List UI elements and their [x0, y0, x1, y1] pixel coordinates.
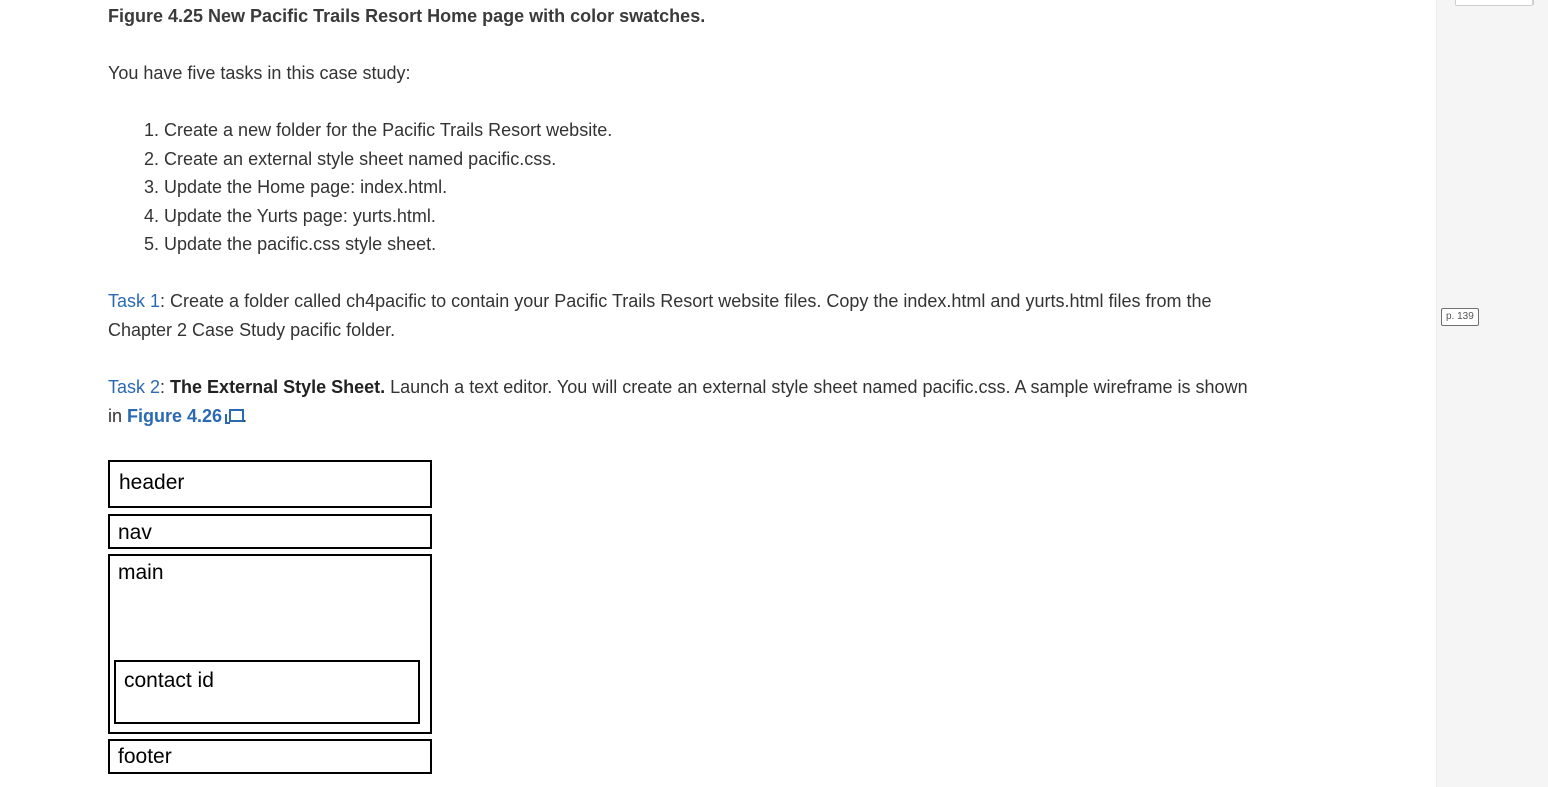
task1-text-line2: Chapter 2 Case Study pacific folder.: [108, 319, 396, 340]
figure-4-26-link[interactable]: [127, 406, 242, 426]
list-item: 4. Update the Yurts page: yurts.html.: [144, 205, 436, 226]
wireframe-header-box: [108, 460, 432, 508]
wireframe-main-label: main: [118, 561, 164, 584]
task1-paragraph: [108, 287, 1212, 344]
figure-caption: Figure 4.25 New Pacific Trails Resort Home page with color swatches.: [108, 6, 706, 26]
task2-text: Launch a text editor. You will create an external style sheet named pacific.css. A sample wireframe is shown: [385, 377, 1248, 397]
toolbar-control[interactable]: [1455, 0, 1533, 6]
task1-label: Task 1: [108, 291, 161, 311]
wireframe-nav-box: [108, 514, 432, 549]
task-list: [144, 116, 612, 259]
intro-text: You have five tasks in this case study:: [108, 63, 411, 83]
task2-label: Task 2: [108, 377, 161, 397]
wireframe-header-label: header: [119, 471, 185, 494]
wireframe-contact-box: [114, 660, 420, 724]
task2-prefix: in: [108, 405, 128, 426]
task2-colon: :: [160, 377, 171, 397]
list-item: 2. Create an external style sheet named pacific.css.: [144, 148, 557, 169]
task2-heading: The External Style Sheet.: [170, 377, 386, 397]
wireframe-footer-box: [108, 739, 432, 774]
wireframe-footer-label: footer: [118, 745, 172, 768]
wireframe-contact-label: contact id: [124, 669, 214, 692]
wireframe-nav-label: nav: [118, 521, 152, 544]
task2-paragraph: [108, 373, 1248, 430]
page-number-marker: p. 139: [1441, 308, 1479, 326]
list-item: 3. Update the Home page: index.html.: [144, 177, 448, 197]
task1-text: : Create a folder called ch4pacific to contain your Pacific Trails Resort website files. Copy the index.html and yurts.html files from the: [160, 291, 1212, 311]
list-item: 5. Update the pacific.css style sheet.: [144, 234, 437, 254]
toolbar-divider: [1533, 0, 1548, 5]
task2-suffix: .: [242, 405, 248, 426]
popout-icon[interactable]: [225, 409, 242, 423]
figure-link-label: Figure 4.26: [127, 405, 223, 426]
right-margin-sidebar: [1436, 0, 1548, 787]
list-item: 1. Create a new folder for the Pacific Trails Resort website.: [144, 120, 613, 140]
